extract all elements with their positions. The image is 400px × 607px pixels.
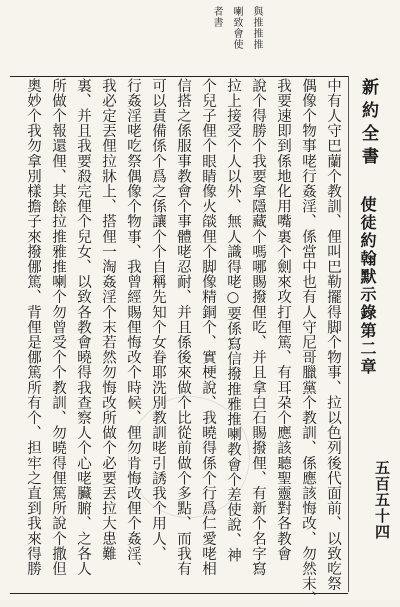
translator-line-1: 與推推推 — [251, 6, 262, 50]
book-title: 新約全書 — [358, 78, 378, 170]
body-column-11: 裏、并且我要殺完俚个兒女、以致各教會曉得我查察人个心咾臟腑、之各人 — [75, 78, 91, 577]
body-column-8: 可以責備係个爲之係讓个个自稱先知个女眷耶洗別教訓咾引誘我个用人、 — [150, 78, 166, 562]
body-column-5: 拉上接受个人以外、無人識得咾○要係寫信撥推雅推喇教會个差使說、神 — [225, 78, 241, 563]
body-column-4: 說个得勝个我要拿隱藏个嗎哪賜撥俚吃、并且拿白石賜撥俚、有新个名字寫 — [250, 78, 266, 577]
body-column-10: 我必定丟俚拉牀上、搭俚一淘姦淫个末若然勿悔改所做个必要丟拉大患難 — [100, 78, 116, 562]
body-column-7: 信搭之係服事教會个事體咾忍耐、并且係後來做个比從前做个多點、而我有 — [175, 78, 191, 577]
body-column-1: 中有人守巴蘭个教訓、俚叫巴勒擺得脚个物事、拉以色列後代面前、以致吃祭 — [325, 78, 341, 592]
body-column-6: 个兒子俚个眼睛像火燄俚个脚像精銅个、實梗說、我曉得係个行爲仁愛咾相 — [200, 78, 216, 577]
translator-line-3: 者書 — [211, 6, 222, 28]
page-number: 五百五十四 — [373, 460, 391, 540]
translator-line-2: 喇致會使 — [231, 6, 242, 50]
body-column-13: 奧妙个我勿拿別樣擔子來撥㑚篤、背俚是㑚篤所有个、担牢之直到我來得勝 — [25, 78, 41, 577]
body-column-2: 偶像个物事咾行姦淫、係當中也有人守尼哥臘黨个教訓、係應該悔改、勿然末、 — [300, 78, 316, 607]
translators-block — [210, 6, 264, 76]
body-column-3: 我要速即到係地化用嘴裏个劍來攻打俚篤、有耳朶个應該聽聖靈對各教會 — [275, 78, 291, 562]
body-column-12: 所做个報還俚、其餘拉推雅推喇个勿曾受个个教訓、勿曉得俚篤所說个撒但 — [50, 78, 66, 577]
chapter-title: 使徒約翰默示錄第二章 — [358, 196, 377, 376]
body-column-9: 行姦淫咾吃祭偶像个物事、我曾經賜俚悔改个時候、俚勿肯悔改俚个姦淫、 — [125, 78, 141, 577]
column-divider — [348, 76, 349, 592]
